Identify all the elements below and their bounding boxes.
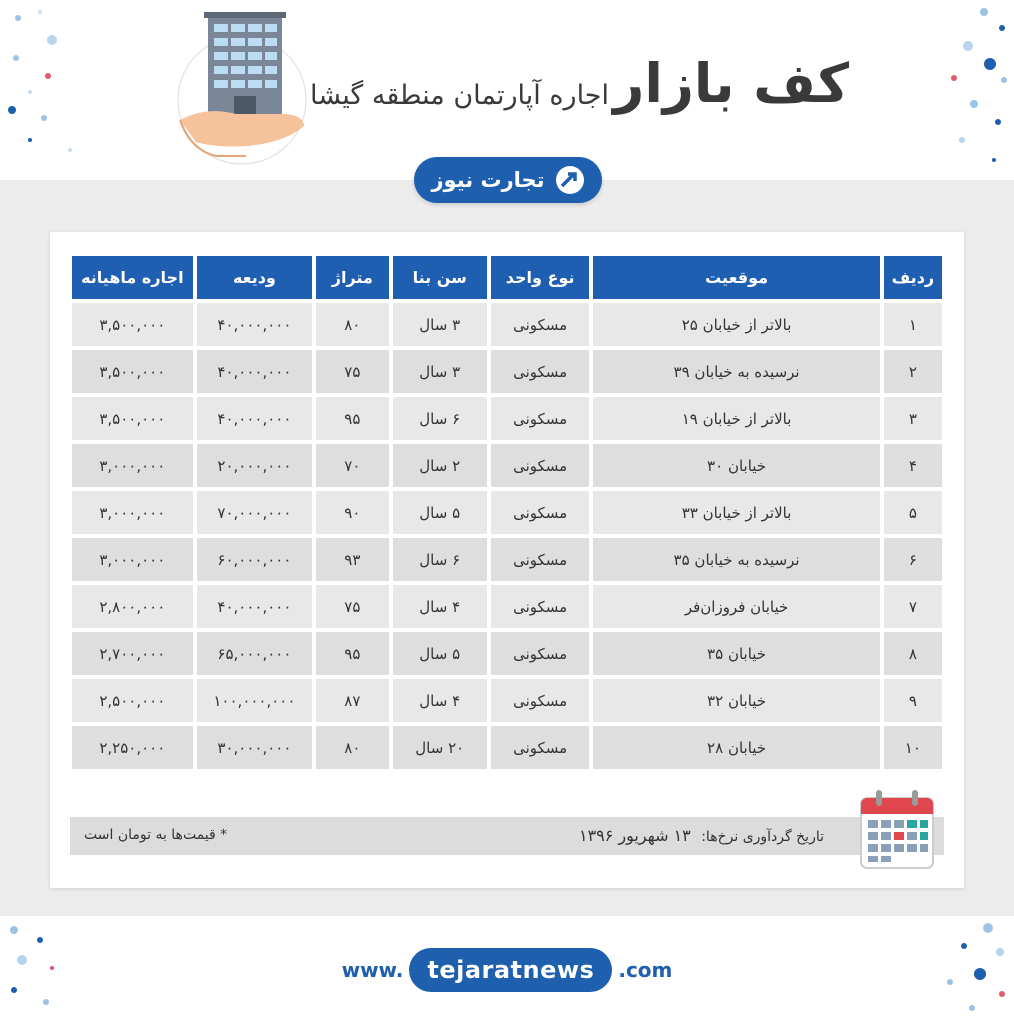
column-header-row-number: ردیف — [884, 256, 942, 299]
collection-date-label: تاریخ گردآوری نرخ‌ها: — [701, 829, 824, 845]
cell-building-age: ۳ سال — [393, 303, 487, 346]
cell-monthly-rent: ۲,۷۰۰,۰۰۰ — [72, 632, 193, 675]
cell-area: ۹۳ — [316, 538, 388, 581]
cell-location: خیابان ۲۸ — [593, 726, 879, 769]
cell-deposit: ۲۰,۰۰۰,۰۰۰ — [197, 444, 313, 487]
cell-building-age: ۵ سال — [393, 632, 487, 675]
cell-row-number: ۴ — [884, 444, 942, 487]
cell-unit-type: مسکونی — [491, 585, 589, 628]
table-row — [72, 350, 942, 393]
cell-building-age: ۲۰ سال — [393, 726, 487, 769]
cell-area: ۸۷ — [316, 679, 388, 722]
cell-deposit: ۷۰,۰۰۰,۰۰۰ — [197, 491, 313, 534]
brand-logo-text: تجارت نیوز — [431, 168, 545, 192]
cell-area: ۹۰ — [316, 491, 388, 534]
cell-monthly-rent: ۳,۵۰۰,۰۰۰ — [72, 397, 193, 440]
cell-deposit: ۴۰,۰۰۰,۰۰۰ — [197, 350, 313, 393]
cell-building-age: ۵ سال — [393, 491, 487, 534]
cell-row-number: ۵ — [884, 491, 942, 534]
currency-note: * قیمت‌ها به تومان است — [84, 827, 228, 843]
cell-unit-type: مسکونی — [491, 538, 589, 581]
header — [0, 0, 1014, 192]
table-row — [72, 726, 942, 769]
page-subtitle: اجاره آپارتمان منطقه گیشا — [309, 80, 609, 111]
table-row — [72, 303, 942, 346]
cell-monthly-rent: ۲,۲۵۰,۰۰۰ — [72, 726, 193, 769]
cell-row-number: ۶ — [884, 538, 942, 581]
cell-area: ۹۵ — [316, 632, 388, 675]
cell-row-number: ۱۰ — [884, 726, 942, 769]
cell-monthly-rent: ۲,۸۰۰,۰۰۰ — [72, 585, 193, 628]
cell-area: ۸۰ — [316, 726, 388, 769]
table-row — [72, 585, 942, 628]
rent-table-card — [50, 232, 964, 888]
brand-logo — [414, 157, 602, 203]
calendar-icon — [858, 788, 936, 870]
column-header-location: موقعیت — [593, 256, 879, 299]
cell-deposit: ۶۵,۰۰۰,۰۰۰ — [197, 632, 313, 675]
website-footer — [0, 948, 1014, 992]
website-prefix: www. — [341, 958, 404, 982]
website-name: tejaratnews — [409, 948, 612, 992]
cell-location: خیابان ۳۵ — [593, 632, 879, 675]
cell-location: نرسیده به خیابان ۳۹ — [593, 350, 879, 393]
cell-building-age: ۶ سال — [393, 538, 487, 581]
building-in-hand-illustration — [176, 10, 308, 170]
cell-row-number: ۳ — [884, 397, 942, 440]
cell-building-age: ۳ سال — [393, 350, 487, 393]
cell-deposit: ۴۰,۰۰۰,۰۰۰ — [197, 397, 313, 440]
cell-area: ۷۰ — [316, 444, 388, 487]
column-header-monthly-rent: اجاره ماهیانه — [72, 256, 193, 299]
table-row — [72, 444, 942, 487]
website-address[interactable] — [342, 948, 673, 992]
table-header-row — [72, 256, 942, 299]
collection-date-value: ۱۳ شهریور ۱۳۹۶ — [578, 826, 691, 845]
cell-monthly-rent: ۳,۵۰۰,۰۰۰ — [72, 350, 193, 393]
column-header-building-age: سن بنا — [393, 256, 487, 299]
cell-building-age: ۴ سال — [393, 585, 487, 628]
cell-location: خیابان فروزان‌فر — [593, 585, 879, 628]
cell-area: ۹۵ — [316, 397, 388, 440]
table-row — [72, 491, 942, 534]
cell-area: ۸۰ — [316, 303, 388, 346]
cell-unit-type: مسکونی — [491, 726, 589, 769]
cell-deposit: ۴۰,۰۰۰,۰۰۰ — [197, 303, 313, 346]
cell-deposit: ۳۰,۰۰۰,۰۰۰ — [197, 726, 313, 769]
table-row — [72, 632, 942, 675]
cell-row-number: ۸ — [884, 632, 942, 675]
cell-monthly-rent: ۳,۰۰۰,۰۰۰ — [72, 491, 193, 534]
cell-monthly-rent: ۲,۵۰۰,۰۰۰ — [72, 679, 193, 722]
cell-unit-type: مسکونی — [491, 444, 589, 487]
column-header-area: متراژ — [316, 256, 388, 299]
cell-location: بالاتر از خیابان ۳۳ — [593, 491, 879, 534]
cell-area: ۷۵ — [316, 585, 388, 628]
website-suffix: .com — [618, 958, 673, 982]
cell-unit-type: مسکونی — [491, 350, 589, 393]
cell-monthly-rent: ۳,۰۰۰,۰۰۰ — [72, 538, 193, 581]
cell-deposit: ۱۰۰,۰۰۰,۰۰۰ — [197, 679, 313, 722]
cell-area: ۷۵ — [316, 350, 388, 393]
cell-building-age: ۲ سال — [393, 444, 487, 487]
cell-building-age: ۴ سال — [393, 679, 487, 722]
cell-unit-type: مسکونی — [491, 679, 589, 722]
table-row — [72, 538, 942, 581]
cell-location: خیابان ۳۲ — [593, 679, 879, 722]
cell-row-number: ۷ — [884, 585, 942, 628]
cell-monthly-rent: ۳,۵۰۰,۰۰۰ — [72, 303, 193, 346]
cell-unit-type: مسکونی — [491, 397, 589, 440]
collection-date — [579, 826, 824, 845]
brand-mark-icon — [555, 165, 585, 195]
column-header-unit-type: نوع واحد — [491, 256, 589, 299]
table-row — [72, 679, 942, 722]
cell-deposit: ۴۰,۰۰۰,۰۰۰ — [197, 585, 313, 628]
cell-monthly-rent: ۳,۰۰۰,۰۰۰ — [72, 444, 193, 487]
cell-building-age: ۶ سال — [393, 397, 487, 440]
cell-location: خیابان ۳۰ — [593, 444, 879, 487]
cell-location: بالاتر از خیابان ۱۹ — [593, 397, 879, 440]
cell-row-number: ۹ — [884, 679, 942, 722]
rent-table — [68, 252, 946, 773]
page-title: کف بازار — [613, 52, 849, 115]
cell-unit-type: مسکونی — [491, 303, 589, 346]
cell-unit-type: مسکونی — [491, 632, 589, 675]
cell-unit-type: مسکونی — [491, 491, 589, 534]
table-footer — [70, 817, 944, 855]
table-row — [72, 397, 942, 440]
cell-location: نرسیده به خیابان ۳۵ — [593, 538, 879, 581]
cell-row-number: ۱ — [884, 303, 942, 346]
column-header-deposit: ودیعه — [197, 256, 313, 299]
cell-row-number: ۲ — [884, 350, 942, 393]
cell-location: بالاتر از خیابان ۲۵ — [593, 303, 879, 346]
cell-deposit: ۶۰,۰۰۰,۰۰۰ — [197, 538, 313, 581]
